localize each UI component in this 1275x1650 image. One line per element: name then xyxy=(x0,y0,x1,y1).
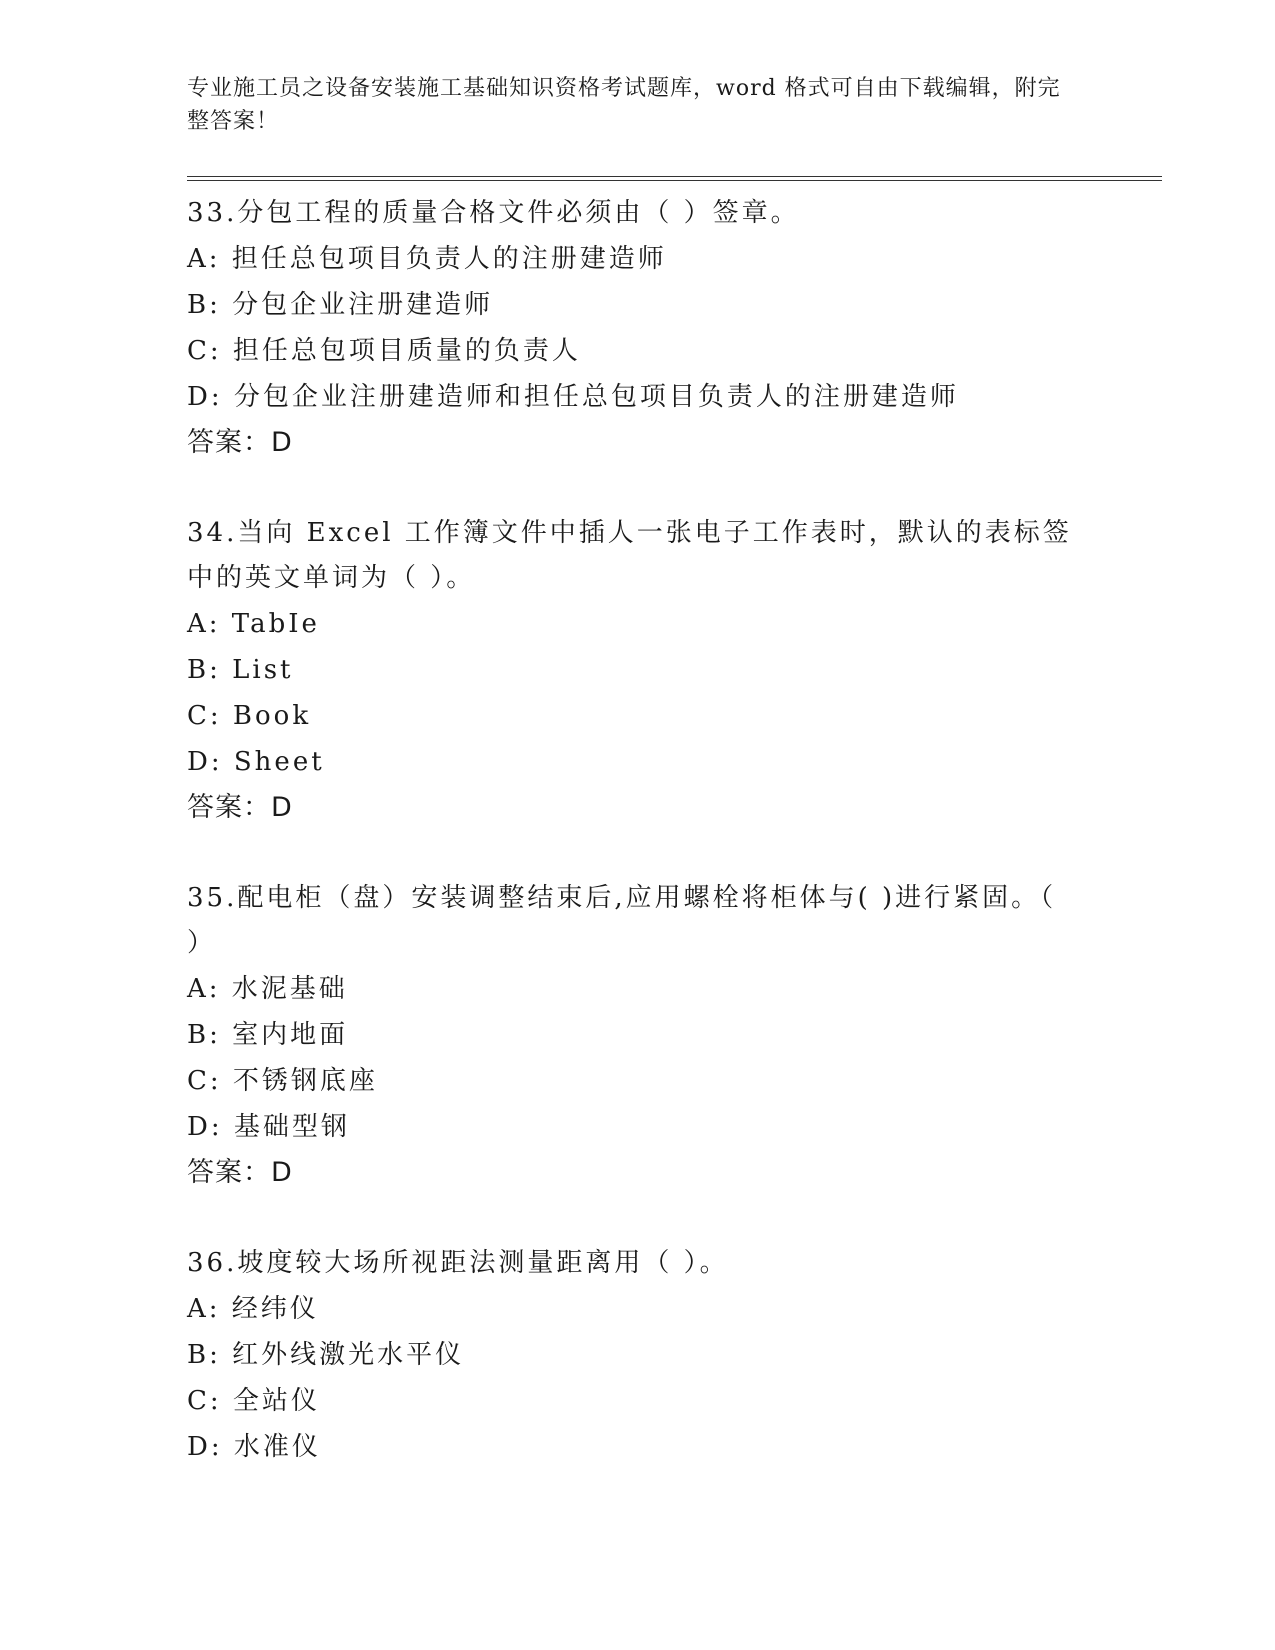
option-c: C: Book xyxy=(187,701,312,731)
question-36 xyxy=(187,1241,1162,1470)
option-d: D: 分包企业注册建造师和担任总包项目负责人的注册建造师 xyxy=(187,382,959,412)
question-stem: 36.坡度较大场所视距法测量距离用（ ）。 xyxy=(187,1248,729,1278)
option-d: D: 基础型钢 xyxy=(187,1112,350,1142)
answer: 答案：D xyxy=(187,1157,293,1188)
question-34 xyxy=(187,511,1162,831)
option-c: C: 担任总包项目质量的负责人 xyxy=(187,336,581,366)
divider-line-top xyxy=(187,176,1162,177)
document-header: 专业施工员之设备安装施工基础知识资格考试题库，word 格式可自由下载编辑，附完整答案！ xyxy=(187,76,1061,134)
question-stem: 33.分包工程的质量合格文件必须由（ ）签章。 xyxy=(187,198,800,228)
option-d: D: Sheet xyxy=(187,747,325,777)
option-b: B: List xyxy=(187,655,294,685)
option-c: C: 不锈钢底座 xyxy=(187,1066,378,1096)
option-b: B: 室内地面 xyxy=(187,1020,349,1050)
option-b: B: 分包企业注册建造师 xyxy=(187,290,494,320)
option-a: A: 水泥基础 xyxy=(187,974,348,1004)
question-stem: 35.配电柜（盘）安装调整结束后,应用螺栓将柜体与( )进行紧固。（ ） xyxy=(187,883,1057,958)
header-divider xyxy=(187,176,1162,181)
question-stem: 34.当向 Excel 工作簿文件中插人一张电子工作表时，默认的表标签中的英文单词为（ ）。 xyxy=(187,518,1072,593)
question-33 xyxy=(187,191,1162,466)
option-c: C: 全站仪 xyxy=(187,1386,320,1416)
option-b: B: 红外线激光水平仪 xyxy=(187,1340,465,1370)
option-a: A: 经纬仪 xyxy=(187,1294,319,1324)
question-35 xyxy=(187,876,1162,1196)
answer: 答案：D xyxy=(187,792,293,823)
option-a: A: TabIe xyxy=(187,609,320,639)
option-d: D: 水准仪 xyxy=(187,1432,321,1462)
answer: 答案：D xyxy=(187,427,293,458)
divider-line-bottom xyxy=(187,180,1162,181)
document-page xyxy=(187,72,1162,1515)
option-a: A: 担任总包项目负责人的注册建造师 xyxy=(187,244,667,274)
